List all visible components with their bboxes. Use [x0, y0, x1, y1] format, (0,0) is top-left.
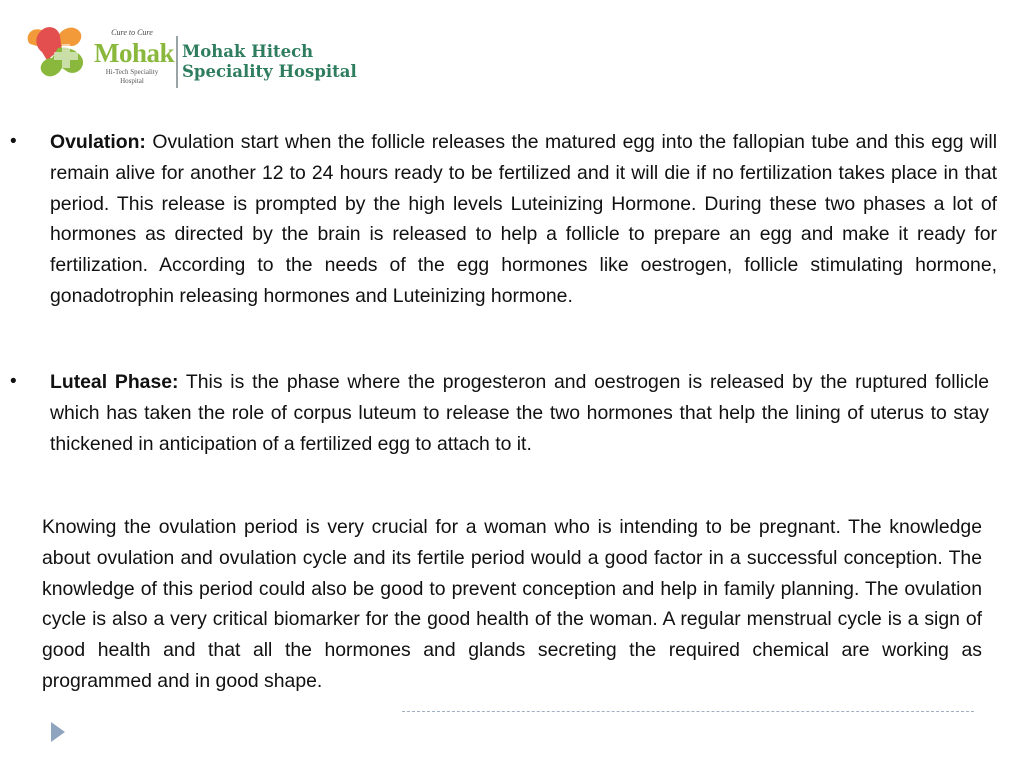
logo-subline: Hi-Tech Speciality Hospital	[105, 68, 159, 85]
bullet-marker: •	[10, 131, 17, 152]
logo-divider	[176, 36, 178, 88]
hospital-logo	[22, 22, 357, 94]
hospital-name	[182, 42, 357, 82]
bullet-item-luteal-phase	[10, 367, 989, 459]
logo-wordmark-block	[94, 28, 175, 86]
bullet-marker: •	[10, 371, 17, 392]
logo-tagline: Cure to Cure	[111, 28, 153, 37]
cross-logo-icon	[22, 22, 92, 84]
hospital-name-line-2: Speciality Hospital	[182, 62, 357, 81]
bullet-item-ovulation	[10, 127, 997, 312]
logo-wordmark: Mohak	[94, 38, 175, 68]
play-triangle-icon	[51, 722, 65, 742]
summary-paragraph: Knowing the ovulation period is very crucial for a woman who is intending to be pregnant. The knowledge about ovulation and ovulation cycle and its fertile period would a good factor in a successful conception. The knowledge of this period could also be good to prevent conception and help in family planning. The ovulation cycle is also a very critical biomarker for the good health of the woman. A regular menstrual cycle is a sign of good health and that all the hormones and glands secreting the required chemical are working as programmed and in good shape.	[42, 516, 982, 692]
bullet-text: Ovulation start when the follicle releases the matured egg into the fallopian tube and this egg will remain alive for another 12 to 24 hours ready to be fertilized and it will die if no fertilization takes place in that period. This release is prompted by the high levels Luteinizing Hormone. During these two phases a lot of hormones as directed by the brain is released to help a follicle to prepare an egg and make it ready for fertilization. According to the needs of the egg hormones like oestrogen, follicle stimulating hormone, gonadotrophin releasing hormones and Luteinizing hormone.	[50, 131, 997, 307]
bullet-text: This is the phase where the progesteron and oestrogen is released by the ruptured follicle which has taken the role of corpus luteum to release the two hormones that help the lining of uterus to stay thickened in anticipation of a fertilized egg to attach to it.	[50, 371, 989, 455]
footer-dashed-line	[402, 711, 974, 712]
bullet-term: Ovulation:	[50, 131, 146, 153]
bullet-term: Luteal Phase:	[50, 371, 179, 393]
hospital-name-line-1: Mohak Hitech	[182, 42, 314, 61]
